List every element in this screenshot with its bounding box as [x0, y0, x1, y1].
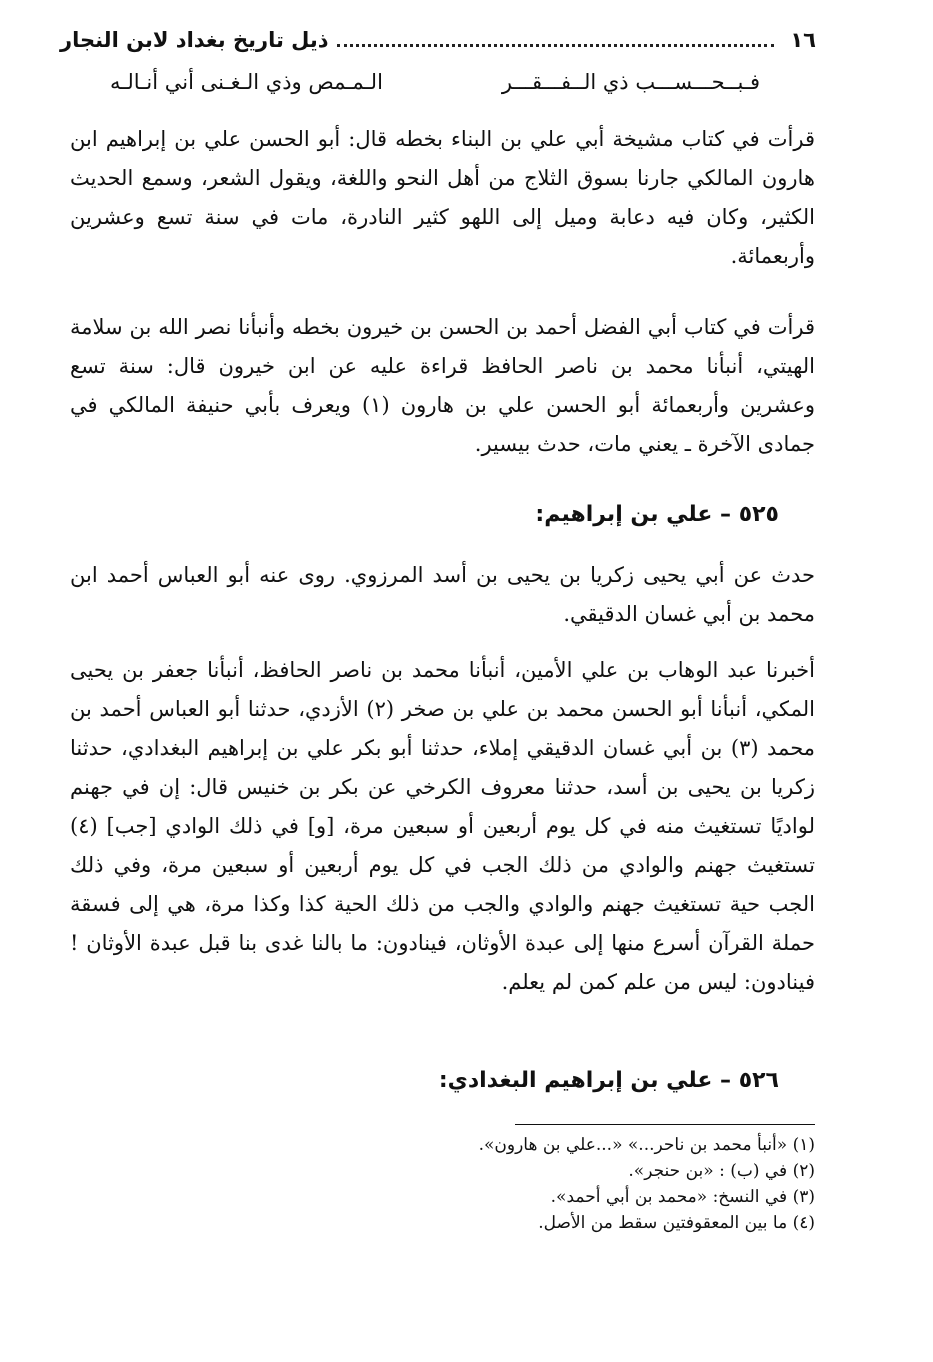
footnote: (٢) في (ب) : «بن حنجر».	[628, 1161, 815, 1181]
running-head	[60, 28, 816, 53]
footnote: (٣) في النسخ: «محمد بن أبي أحمد».	[550, 1187, 815, 1207]
verse-hemistich-right: فـبــحـــســـب ذي الــفـــقـــر	[501, 70, 760, 94]
page-number: ١٦	[790, 28, 816, 52]
verse-line	[110, 70, 760, 94]
footnote-divider	[515, 1124, 815, 1125]
dot-leader	[337, 44, 775, 47]
paragraph-1: قرأت في كتاب مشيخة أبي علي بن البناء بخطه قال: أبو الحسن علي بن إبراهيم ابن هارون المالكي جارنا بسوق الثلاج من أهل النحو واللغة، ويقول الشعر، وسمع الحديث الكثير، وكان فيه دعابة وميل إلى اللهو كثير النادرة، مات في سنة تسع وعشرين وأربعمائة.	[70, 127, 815, 268]
entry-heading-525: ٥٢٥ – علي بن إبراهيم:	[535, 502, 779, 527]
paragraph-3: حدث عن أبي يحيى زكريا بن يحيى بن أسد المرزوي. روى عنه أبو العباس أحمد ابن محمد بن أبي غسان الدقيقي.	[70, 563, 815, 626]
paragraph-2: قرأت في كتاب أبي الفضل أحمد بن الحسن بن خيرون بخطه وأنبأنا نصر الله بن سلامة الهيتي، أنبأنا محمد بن ناصر الحافظ قراءة عليه عن ابن خيرون قال: سنة تسع وعشرين وأربعمائة أبو الحسن علي بن هارون (١) ويعرف بأبي حنيفة المالكي في جمادى الآخرة ـ يعني مات، حدث بيسير.	[70, 315, 816, 456]
footnotes	[215, 1132, 815, 1236]
running-title: ذيل تاريخ بغداد لابن النجار	[60, 28, 329, 52]
paragraph-4: أخبرنا عبد الوهاب بن علي الأمين، أنبأنا محمد بن ناصر الحافظ، أنبأنا جعفر بن يحيى المكي، أنبأنا أبو الحسن محمد بن علي بن صخر (٢) الأزدي، حدثنا أبو العباس أحمد بن محمد (٣) بن أبي غسان الدقيقي إملاء، حدثنا أبو بكر علي بن إبراهيم البغدادي، حدثنا زكريا بن يحيى بن أسد، حدثنا معروف الكرخي عن بكر بن خنيس قال: إن في جهنم لواديًا تستغيث منه في كل يوم أربعين أو سبعين مرة، [و] في ذلك الوادي [جب] (٤) تستغيث جهنم والوادي من ذلك الجب في كل يوم أربعين أو سبعين مرة، وفي ذلك الجب حية تستغيث جهنم والوادي والجب من ذلك الحية كذا وكذا مرة، هي إلى فسقة حملة القرآن أسرع منها إلى عبدة الأوثان، فينادون: ما بالنا غدى بنا قبل عبدة الأوثان ! فينادون: ليس من علم كمن لم يعلم.	[70, 658, 816, 994]
verse-hemistich-left: الـمـمص وذي الـغـنى أني أنـالـه	[110, 70, 383, 94]
footnote: (١) «أنبأ محمد بن ناحر...» «...علي بن هارون».	[478, 1135, 815, 1155]
footnote: (٤) ما بين المعقوفتين سقط من الأصل.	[538, 1213, 815, 1233]
entry-heading-526: ٥٢٦ – علي بن إبراهيم البغدادي:	[438, 1068, 779, 1093]
